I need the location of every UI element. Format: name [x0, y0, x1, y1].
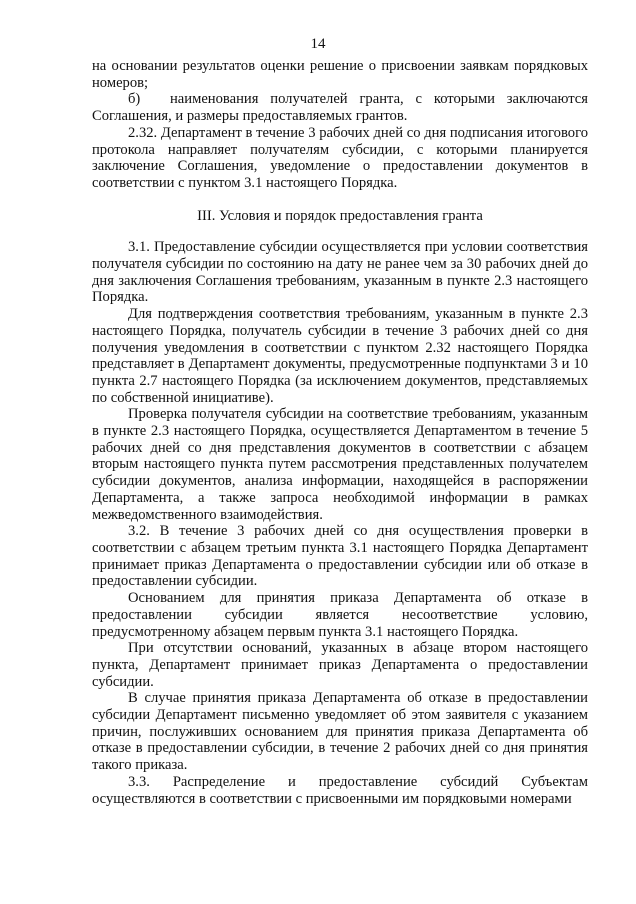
paragraph: 3.2. В течение 3 рабочих дней со дня осуществления проверки в соответствии с абзацем третьим пункта 3.1 настоящего Порядка Департамент принимает приказ Департамента о предоставлении субсидии или об отказе в предоставлении субсидии. — [92, 523, 588, 590]
paragraph: Для подтверждения соответствия требованиям, указанным в пункте 2.3 настоящего Порядка, получатель субсидии в течение 3 рабочих дней со дня получения уведомления в соответствии с пунктом 2.32 настоящего Порядка представляет в Департамент документы, предусмотренные подпунктами 3 и 10 пункта 2.7 настоящего Порядка (за исключением документов, представляемых по собственной инициативе). — [92, 306, 588, 406]
page-number: 14 — [310, 36, 326, 52]
paragraph: 3.1. Предоставление субсидии осуществляется при условии соответствия получателя субсидии по состоянию на дату не ранее чем за 30 рабочих дней до дня заключения Соглашения требованиям, указанным в пункте 2.3 настоящего Порядка. — [92, 239, 588, 306]
paragraph: 3.3. Распределение и предоставление субсидий Субъектам осуществляются в соответствии с присвоенными им порядковыми номерами — [92, 773, 588, 807]
paragraph: При отсутствии оснований, указанных в абзаце втором настоящего пункта, Департамент принимает приказ Департамента о предоставлении субсидии. — [92, 640, 588, 690]
paragraph: наименования получателей гранта, с которыми заключаются Соглашения, и размеры предоставляемых грантов. — [92, 91, 588, 125]
paragraph: Проверка получателя субсидии на соответствие требованиям, указанным в пункте 2.3 настоящего Порядка, осуществляется Департаментом в течение 5 рабочих дней со дня представления документов в соответствии с абзацем вторым настоящего пункта путем рассмотрения представленных получателем субсидии документов, анализа информации, находящейся в распоряжении Департамента, а также запроса необходимой информации в рамках межведомственного взаимодействия. — [92, 406, 588, 523]
paragraph: Основанием для принятия приказа Департамента об отказе в предоставлении субсидии является несоответствие условию, предусмотренному абзацем первым пункта 3.1 настоящего Порядка. — [92, 590, 588, 640]
paragraph: В случае принятия приказа Департамента об отказе в предоставлении субсидии Департамент письменно уведомляет об этом заявителя с указанием причин, послуживших основанием для принятия приказа Департамента об отказе в предоставлении субсидии, в течение 2 рабочих дней со дня принятия такого приказа. — [92, 690, 588, 774]
section-heading: III. Условия и порядок предоставления гранта — [197, 207, 483, 224]
list-item — [92, 91, 588, 124]
document-body — [92, 58, 588, 807]
paragraph: на основании результатов оценки решение о присвоении заявкам порядковых номеров; — [92, 58, 588, 91]
item-marker: б) — [128, 91, 141, 108]
paragraph: 2.32. Департамент в течение 3 рабочих дней со дня подписания итогового протокола направляет получателям субсидии, с которыми планируется заключение Соглашения, уведомление о предоставлении документов в соответствии с пунктом 3.1 настоящего Порядка. — [92, 124, 588, 191]
